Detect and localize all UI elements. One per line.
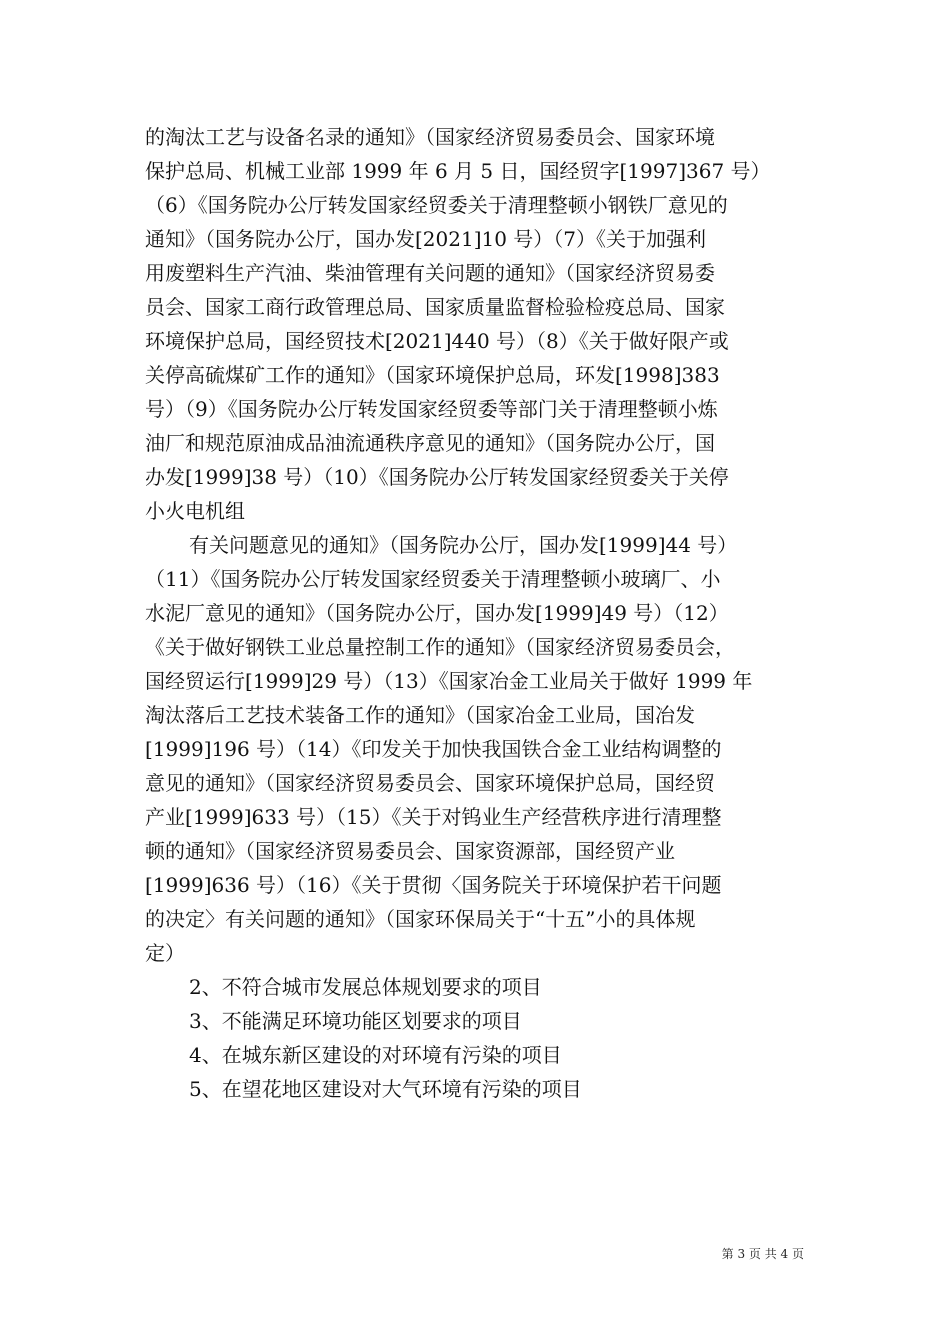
list-item: 5、在望花地区建设对大气环境有污染的项目 [189, 1077, 582, 1101]
body-line: 小火电机组 [145, 499, 245, 523]
body-line: 油厂和规范原油成品油流通秩序意见的通知》（国务院办公厅，国 [145, 431, 715, 455]
body-line: （11）《国务院办公厅转发国家经贸委关于清理整顿小玻璃厂、小 [145, 567, 721, 591]
body-line: 办发[1999]38 号）（10）《国务院办公厅转发国家经贸委关于关停 [145, 465, 729, 489]
body-line-indented: 有关问题意见的通知》（国务院办公厅，国办发[1999]44 号） [189, 533, 738, 557]
page-number-footer: 第 3 页 共 4 页 [721, 1247, 804, 1261]
body-line: [1999]196 号）（14）《印发关于加快我国铁合金工业结构调整的 [145, 737, 722, 761]
body-line: （6）《国务院办公厅转发国家经贸委关于清理整顿小钢铁厂意见的 [145, 193, 728, 217]
list-item: 2、不符合城市发展总体规划要求的项目 [189, 975, 542, 999]
body-line: 环境保护总局，国经贸技术[2021]440 号）（8）《关于做好限产或 [145, 329, 729, 353]
body-line: 关停高硫煤矿工作的通知》（国家环境保护总局，环发[1998]383 [145, 363, 720, 387]
body-line: 通知》（国务院办公厅，国办发[2021]10 号）（7）《关于加强利 [145, 227, 707, 251]
body-line: 水泥厂意见的通知》（国务院办公厅，国办发[1999]49 号）（12） [145, 601, 729, 625]
body-line: 产业[1999]633 号）（15）《关于对钨业生产经营秩序进行清理整 [145, 805, 722, 829]
list-item: 4、在城东新区建设的对环境有污染的项目 [189, 1043, 562, 1067]
list-item: 3、不能满足环境功能区划要求的项目 [189, 1009, 522, 1033]
body-line: 国经贸运行[1999]29 号）（13）《国家冶金工业局关于做好 1999 年 [145, 669, 753, 693]
body-line: 用废塑料生产汽油、柴油管理有关问题的通知》（国家经济贸易委 [145, 261, 715, 285]
body-line: 的淘汰工艺与设备名录的通知》（国家经济贸易委员会、国家环境 [145, 125, 715, 149]
document-body [145, 120, 810, 1106]
body-line: 顿的通知》（国家经济贸易委员会、国家资源部，国经贸产业 [145, 839, 675, 863]
body-line: 号）（9）《国务院办公厅转发国家经贸委等部门关于清理整顿小炼 [145, 397, 718, 421]
body-line: 《关于做好钢铁工业总量控制工作的通知》（国家经济贸易委员会， [145, 635, 735, 659]
body-line: 保护总局、机械工业部 1999 年 6 月 5 日，国经贸字[1997]367 号） [145, 159, 771, 183]
body-line: 定） [145, 941, 185, 965]
body-line: 员会、国家工商行政管理总局、国家质量监督检验检疫总局、国家 [145, 295, 725, 319]
body-line: [1999]636 号）（16）《关于贯彻〈国务院关于环境保护若干问题 [145, 873, 722, 897]
body-line: 淘汰落后工艺技术装备工作的通知》（国家冶金工业局，国冶发 [145, 703, 695, 727]
body-line: 的决定〉有关问题的通知》（国家环保局关于“十五”小的具体规 [145, 907, 696, 931]
body-line: 意见的通知》（国家经济贸易委员会、国家环境保护总局，国经贸 [145, 771, 715, 795]
